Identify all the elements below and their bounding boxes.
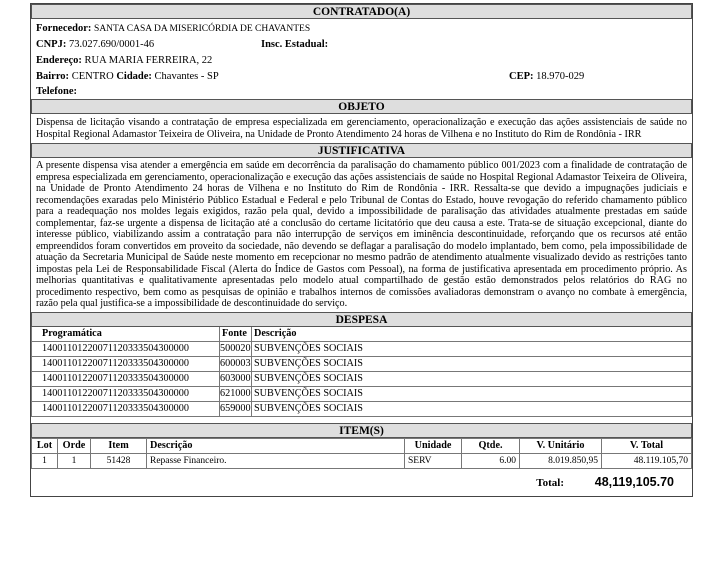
endereco-label: Endereço:	[36, 55, 82, 66]
programatica-cell: 14001101220071120333504300000	[32, 401, 220, 416]
justificativa-header: JUSTIFICATIVA	[31, 143, 692, 158]
fonte-cell: 600003	[220, 356, 252, 371]
col-v-unitario: V. Unitário	[520, 438, 602, 453]
table-row	[32, 386, 692, 401]
item-cell: 51428	[91, 453, 147, 468]
objeto-header: OBJETO	[31, 99, 692, 114]
lot-cell: 1	[32, 453, 58, 468]
table-row	[32, 453, 692, 468]
orde-cell: 1	[58, 453, 91, 468]
col-orde: Orde	[58, 438, 91, 453]
table-row	[32, 341, 692, 356]
col-unidade: Unidade	[405, 438, 462, 453]
total-row	[31, 469, 692, 496]
despesa-header: DESPESA	[31, 312, 692, 327]
qtde-cell: 6.00	[462, 453, 520, 468]
telefone-label: Telefone:	[36, 86, 78, 97]
objeto-text: Dispensa de licitação visando a contratação de empresa especializada em gerenciamento, operacionalização e execução das ações assistenciais de saúde no Hospital Regional Adamastor Teixeira de Oliveira, na Unidade de Pronto Atendimento 24 horas de Vilhena e no Instituto do Rim de Rondônia - IRR	[36, 117, 687, 140]
endereco-value: RUA MARIA FERREIRA, 22	[84, 55, 213, 66]
programatica-cell: 14001101220071120333504300000	[32, 371, 220, 386]
v-total-cell: 48.119.105,70	[602, 453, 692, 468]
bairro-label: Bairro:	[36, 71, 70, 82]
descricao-cell: SUBVENÇÕES SOCIAIS	[252, 356, 692, 371]
cnpj-row	[31, 37, 692, 53]
fonte-cell: 659000	[220, 401, 252, 416]
cnpj-label: CNPJ:	[36, 39, 67, 50]
cnpj-value: 73.027.690/0001-46	[68, 39, 155, 50]
bairro-row	[31, 69, 692, 85]
fornecedor-label: Fornecedor:	[36, 23, 92, 34]
v-unitario-cell: 8.019.850,95	[520, 453, 602, 468]
insc-estadual-label: Insc. Estadual:	[261, 39, 329, 50]
col-descricao: Descrição	[252, 327, 692, 342]
cidade-label: Cidade:	[116, 71, 152, 82]
programatica-cell: 14001101220071120333504300000	[32, 341, 220, 356]
despesa-header-row	[32, 327, 692, 342]
table-row	[32, 371, 692, 386]
cep-label: CEP:	[509, 71, 534, 82]
fornecedor-value: SANTA CASA DA MISERICÓRDIA DE CHAVANTES	[94, 24, 311, 34]
contratado-header: CONTRATADO(A)	[31, 4, 692, 19]
descricao-cell: SUBVENÇÕES SOCIAIS	[252, 386, 692, 401]
justificativa-text: A presente dispensa visa atender a emergência em saúde em decorrência da paralisação do chamamento público 001/2023 com a finalidade de contratação de empresa especializada em gerenciamento, operacionalização e execução das ações assistenciais de saúde no Hospital Regional Adamastor Teixeira de Oliveira, na Unidade de Pronto Atendimento 24 horas de Vilhena e no Instituto do Rim de Rondônia - IRR. Ressalta-se que devido a impugnações judiciais e recomendações exaradas pelo Ministério Público Estadual e Federal e pelo Tribunal de Contas do Estado, houve revogação do referido chamamento público para a readequação nos moldes legais exigidos, razão pela qual, devido a impossibilidade de paralisação das atividades atualmente prestadas em saúde complementar, faz-se urgente a dispensa de licitação até a conclusão do certame licitatório que deu causa a este. Trata-se de situação excepcional, diante do interesse público, viabilizando assim a contratação para não interrupção de serviços em iminência descontinuidade, reforçando que os recursos até então empreendidos foram convertidos em proveito da sociedade, não devendo se deflagar a paralisação do modelo implantado, bem como, pela impossibilidade de atuação da Secretaria Municipal de Saúde neste momento em recepcionar no mesmo padrão de atendimento atualmente visualizado devido as restrições tanto impostas pela Lei de Responsabilidade Fiscal (Alerta do Índice de Gastos com Pessoal), na forma de justificativa apresentada em procedimento próprio. As melhorias quantitativas e qualitativamente apresentadas pelo modelo atual compartilhado de gestão estão demonstrados pelos relatórios do RAG no procedimento respectivo, bem como as pesquisas de opinião e trabalhos internos de comissões avaliadoras demonstram o avanço no combate à emergência, razão pela qual justifica-se a impossibilidade de descontinuidade do serviço.	[36, 160, 687, 309]
programatica-cell: 14001101220071120333504300000	[32, 386, 220, 401]
programatica-cell: 14001101220071120333504300000	[32, 356, 220, 371]
table-row	[32, 401, 692, 416]
fonte-cell: 621000	[220, 386, 252, 401]
col-descricao-item: Descrição	[147, 438, 405, 453]
descricao-cell: SUBVENÇÕES SOCIAIS	[252, 341, 692, 356]
col-fonte: Fonte	[220, 327, 252, 342]
despesa-table	[31, 327, 692, 417]
col-item: Item	[91, 438, 147, 453]
descricao-cell: SUBVENÇÕES SOCIAIS	[252, 401, 692, 416]
bairro-value: CENTRO	[71, 71, 114, 82]
fornecedor-row	[31, 21, 692, 37]
total-value: 48,119,105.70	[594, 474, 674, 489]
cep-value: 18.970-029	[536, 71, 585, 82]
document-frame	[30, 3, 693, 497]
itens-table	[31, 438, 692, 469]
endereco-row	[31, 53, 692, 69]
unidade-cell: SERV	[405, 453, 462, 468]
item-descricao-cell: Repasse Financeiro.	[147, 453, 405, 468]
telefone-row	[31, 85, 692, 99]
cidade-value: Chavantes - SP	[154, 71, 219, 82]
col-qtde: Qtde.	[462, 438, 520, 453]
itens-header: ITEM(S)	[31, 423, 692, 438]
descricao-cell: SUBVENÇÕES SOCIAIS	[252, 371, 692, 386]
col-lot: Lot	[32, 438, 58, 453]
fonte-cell: 603000	[220, 371, 252, 386]
col-programatica: Programática	[32, 327, 220, 342]
total-label: Total:	[536, 476, 564, 489]
itens-header-row	[32, 438, 692, 453]
col-v-total: V. Total	[602, 438, 692, 453]
table-row	[32, 356, 692, 371]
fonte-cell: 500020	[220, 341, 252, 356]
